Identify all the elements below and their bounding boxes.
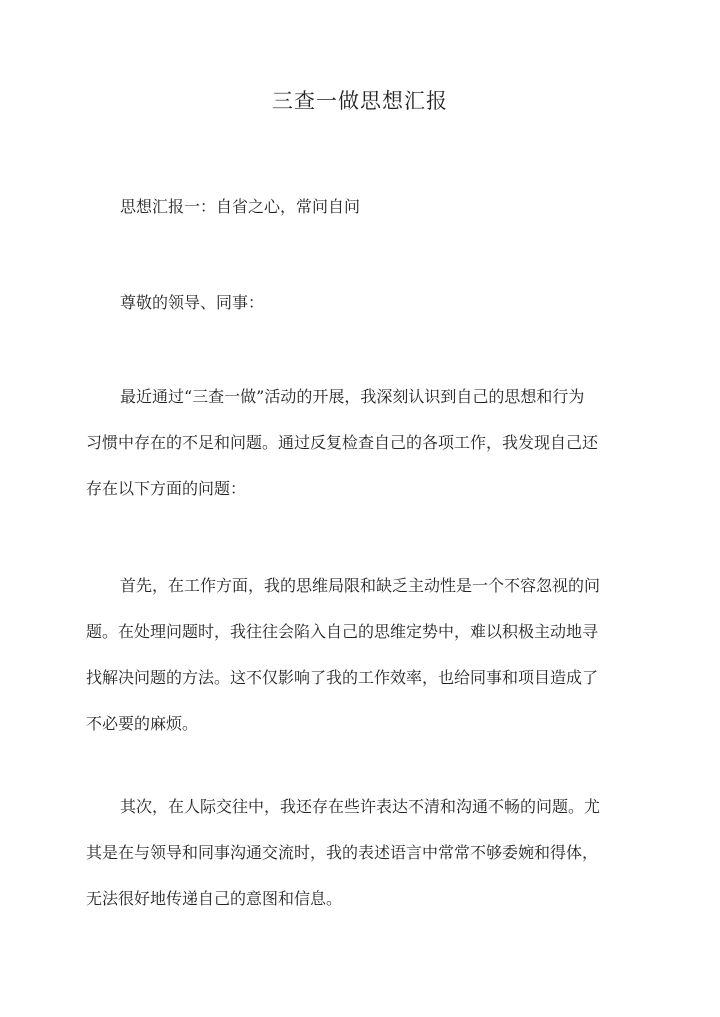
paragraph-line: 习惯中存在的不足和问题。通过反复检查自己的各项工作，我发现自己还 (86, 433, 599, 452)
paragraph-3 (86, 784, 634, 922)
document-title: 三查一做思想汇报 (272, 89, 448, 113)
paragraph-2 (86, 563, 634, 747)
paragraph-line: 其是在与领导和同事沟通交流时，我的表述语言中常常不够委婉和得体， (86, 843, 599, 862)
paragraph-1 (86, 374, 634, 512)
paragraph-line: 其次，在人际交往中，我还存在些许表达不清和沟通不畅的问题。尤 (120, 797, 601, 816)
paragraph-line: 最近通过“三查一做”活动的开展，我深刻认识到自己的思想和行为 (120, 387, 585, 406)
paragraph-line: 存在以下方面的问题： (86, 479, 247, 498)
paragraph-line: 不必要的麻烦。 (86, 714, 199, 733)
paragraph-line: 无法很好地传递自己的意图和信息。 (86, 889, 343, 908)
paragraph-line: 题。在处理问题时，我往往会陷入自己的思维定势中，难以积极主动地寻 (86, 622, 599, 641)
salutation: 尊敬的领导、同事： (120, 293, 265, 312)
section-heading: 思想汇报一：自省之心，常问自问 (120, 197, 361, 216)
paragraph-line: 找解决问题的方法。这不仅影响了我的工作效率，也给同事和项目造成了 (86, 668, 599, 687)
paragraph-line: 首先，在工作方面，我的思维局限和缺乏主动性是一个不容忽视的问 (120, 576, 601, 595)
